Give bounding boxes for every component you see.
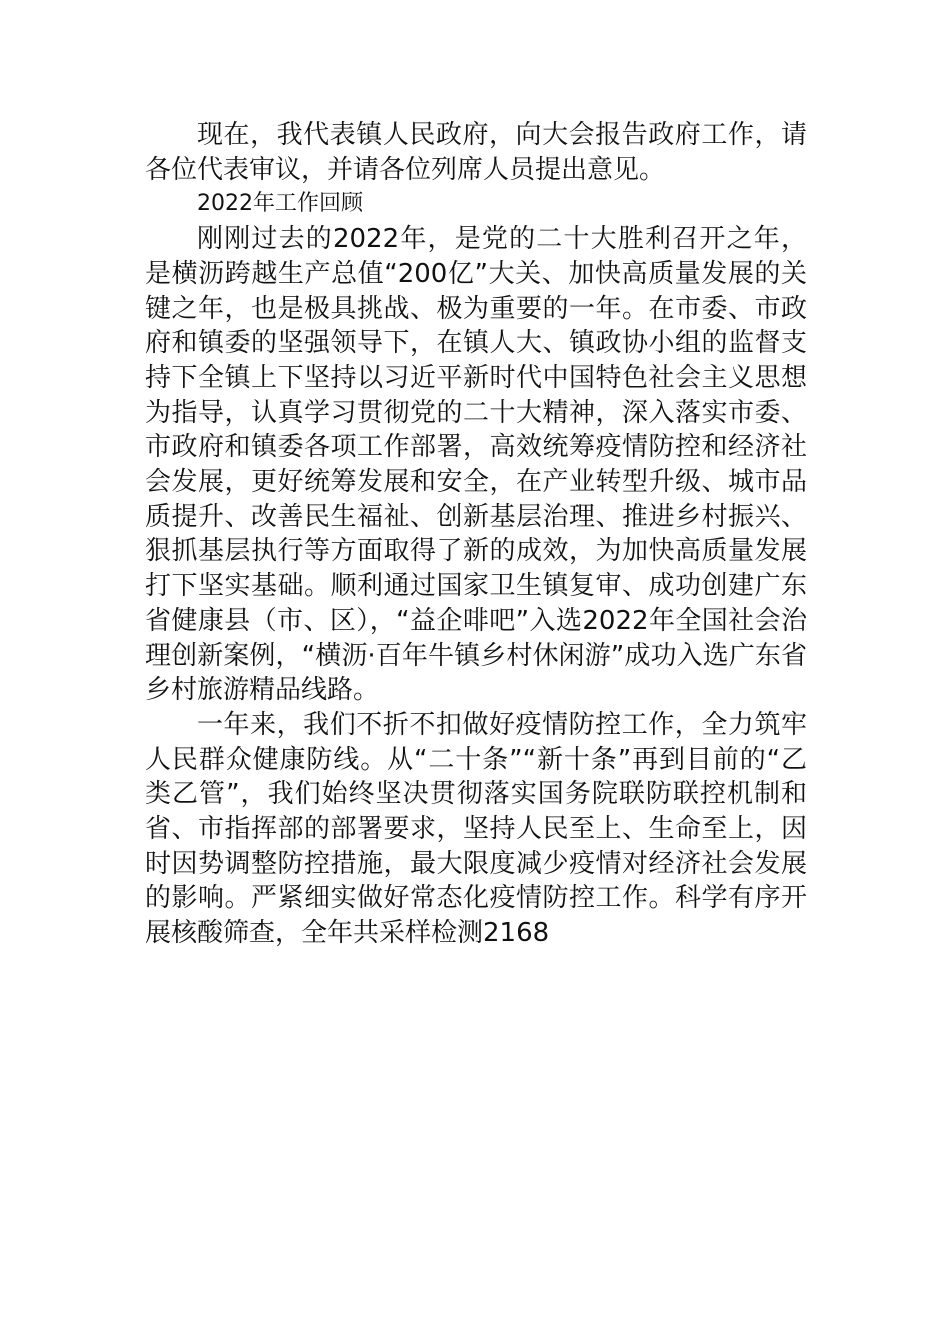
report-body bbox=[145, 118, 807, 951]
epidemic-paragraph: 一年来，我们不折不扣做好疫情防控工作，全力筑牢人民群众健康防线。从“二十条”“新十条”再到目前的“乙类乙管”，我们始终坚决贯彻落实国务院联防联控机制和省、市指挥部的部署要求，坚持人民至上、生命至上，因时因势调整防控措施，最大限度减少疫情对经济社会发展的影响。严紧细实做好常态化疫情防控工作。科学有序开展核酸筛查，全年共采样检测2168 bbox=[145, 709, 807, 949]
section-heading: 2022年工作回顾 bbox=[197, 191, 363, 217]
intro-paragraph: 现在，我代表镇人民政府，向大会报告政府工作，请各位代表审议，并请各位列席人员提出意见。 bbox=[145, 120, 807, 185]
review-paragraph: 刚刚过去的2022年，是党的二十大胜利召开之年，是横沥跨越生产总值“200亿”大关、加快高质量发展的关键之年，也是极具挑战、极为重要的一年。在市委、市政府和镇委的坚强领导下，在镇人大、镇政协小组的监督支持下全镇上下坚持以习近平新时代中国特色社会主义思想为指导，认真学习贯彻党的二十大精神，深入落实市委、市政府和镇委各项工作部署，高效统筹疫情防控和经济社会发展，更好统筹发展和安全，在产业转型升级、城市品质提升、改善民生福祉、创新基层治理、推进乡村振兴、狠抓基层执行等方面取得了新的成效，为加快高质量发展打下坚实基础。顺利通过国家卫生镇复审、成功创建广东省健康县（市、区），“益企啡吧”入选2022年全国社会治理创新案例，“横沥·百年牛镇乡村休闲游”成功入选广东省乡村旅游精品线路。 bbox=[145, 224, 807, 706]
